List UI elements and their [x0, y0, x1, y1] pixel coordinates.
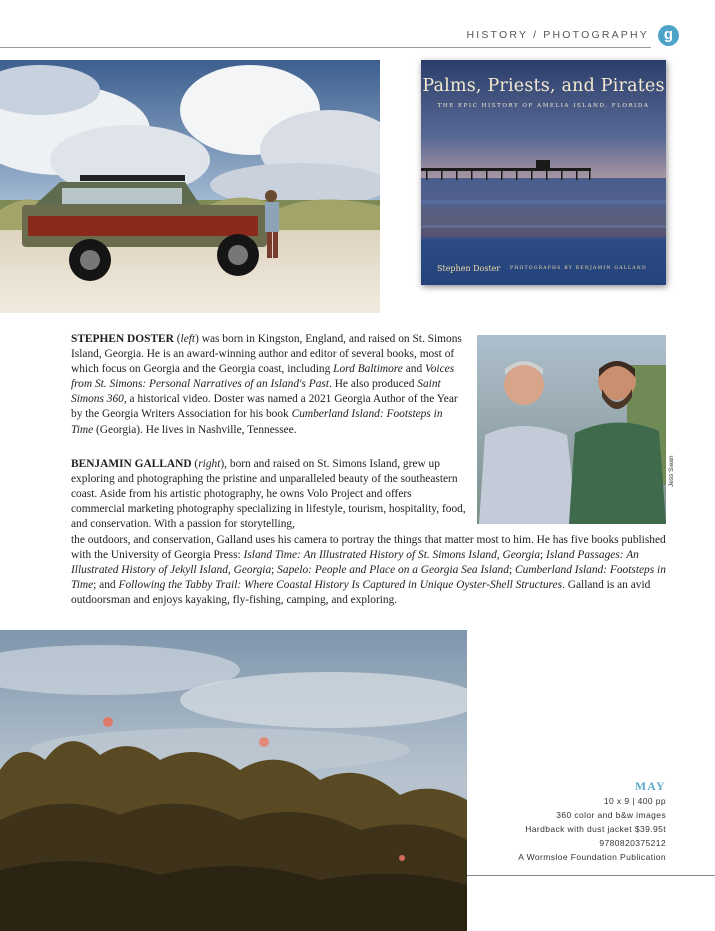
publication-month: MAY: [635, 781, 666, 793]
section-category: HISTORY / PHOTOGRAPHY: [466, 29, 649, 41]
book-title: Palms, Priests, and Pirates: [422, 76, 665, 96]
jeep-beach-photo: [0, 60, 380, 313]
publication-dimensions: 10 x 9 | 400 pp: [603, 796, 666, 806]
author-name-galland: BENJAMIN GALLAND: [71, 458, 192, 470]
bio-galland-continued: the outdoors, and conservation, Galland uses his camera to portray the things that matter most to him. He has five books published with the University of Georgia Press: Island Time: An Illustrated History of St. Simons Island, Georgia; Island Passages: An Illustrated History of Jekyll Island, Georgia; Sapelo: People and Place on a Georgia Sea Island; Cumberland Island: Footsteps in Time; and Following the Tabby Trail: Where Coastal History Is Captured in Unique Oyster-Shell Structures. Galland is an avid outdoorsman and enjoys kayaking, fly-fishing, camping, and exploring.: [71, 534, 666, 607]
publication-isbn: 9780820375212: [599, 838, 666, 848]
photo-credit: Jess Swan: [668, 455, 675, 487]
publication-images: 360 color and b&w images: [556, 810, 666, 820]
authors-portrait-photo: [477, 335, 666, 524]
publication-format-price: Hardback with dust jacket $39.95t: [525, 824, 666, 834]
header-rule: [0, 47, 651, 48]
bio-doster: STEPHEN DOSTER (left) was born in Kingston, England, and raised on St. Simons Island, Georgia. He is an award-winning author and editor of several books, most of which focus on Georgia and the Georgia coast, including Lord Baltimore and Voices from St. Simons: Personal Narratives of an Island's Past. He also produced Saint Simons 360, a historical video. Doster was named a 2021 Georgia Author of the Year by the Georgia Writers Association for his book Cumberland Island: Footsteps in Time (Georgia). He lives in Nashville, Tennessee.: [71, 333, 462, 436]
publication-rule: [467, 875, 715, 876]
book-photographer: PHOTOGRAPHS BY BENJAMIN GALLAND: [510, 266, 647, 271]
book-subtitle: THE EPIC HISTORY OF AMELIA ISLAND, FLORIDA: [437, 103, 650, 109]
trees-birds-photo: [0, 630, 467, 931]
author-name-doster: STEPHEN DOSTER: [71, 333, 174, 345]
publication-series: A Wormsloe Foundation Publication: [518, 852, 666, 862]
book-cover: [421, 60, 666, 285]
magazine-logo: g: [658, 25, 679, 46]
book-author: Stephen Doster: [437, 264, 501, 273]
bio-galland: BENJAMIN GALLAND (right), born and raised on St. Simons Island, grew up exploring and photographing the pristine and unparalleled beauty of the southeastern coast. Aside from his artistic photography, he owns Volo Project and offers commercial marketing photography specializing in lifestyle, tourism, hospitality, food, and conservation. With a passion for storytelling,: [71, 458, 466, 531]
